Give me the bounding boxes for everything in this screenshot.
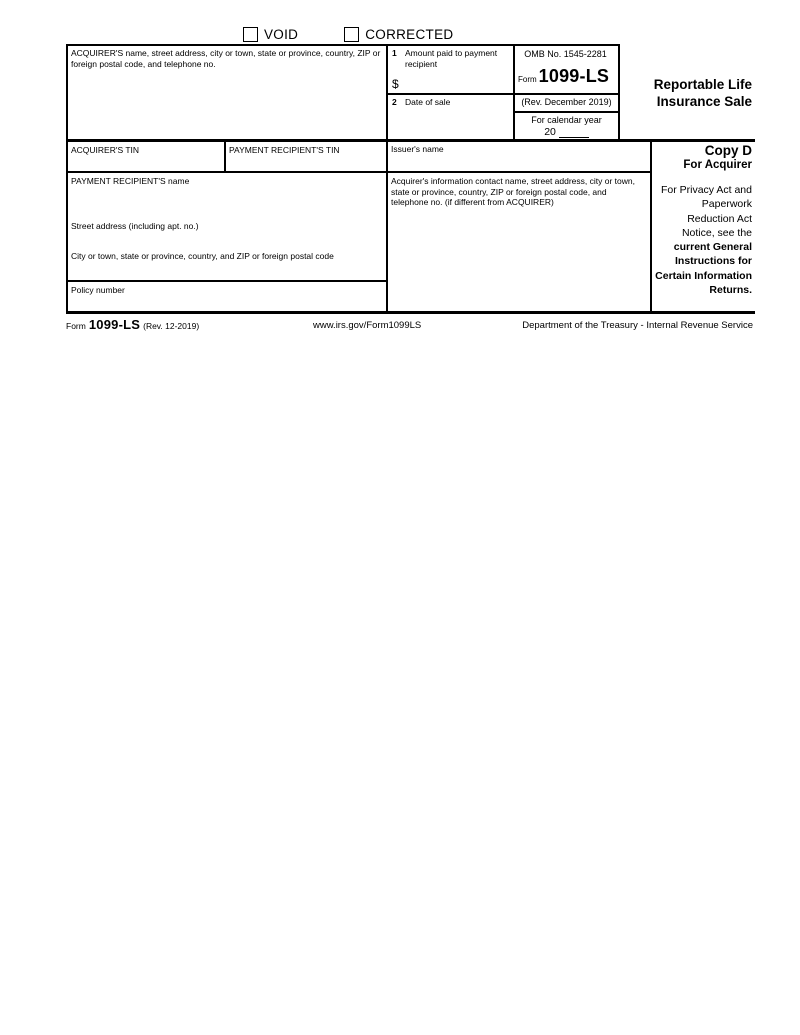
issuer-name-field[interactable]	[389, 155, 648, 170]
border-policy-top	[66, 280, 387, 282]
calendar-year-field[interactable]	[559, 128, 589, 138]
amount-paid-field[interactable]	[402, 74, 510, 91]
acquirer-name-field[interactable]	[68, 70, 384, 137]
footer-form-number: 1099-LS	[88, 317, 141, 332]
payment-recipient-name-field[interactable]	[68, 187, 384, 217]
copy-d-label: Copy D	[704, 143, 752, 158]
policy-number-field[interactable]	[68, 295, 384, 310]
border-box1-box2	[387, 93, 620, 95]
form-number-group	[518, 66, 609, 87]
payment-recipient-tin-label: PAYMENT RECIPIENT'S TIN	[229, 145, 340, 155]
form-number: 1099-LS	[538, 66, 610, 86]
box1-label-group	[392, 48, 512, 69]
form-word: Form	[518, 75, 537, 84]
footer-form-id	[66, 317, 199, 332]
footer-revision: (Rev. 12-2019)	[143, 321, 200, 331]
issuer-name-label: Issuer's name	[391, 144, 444, 154]
acquirer-tin-field[interactable]	[68, 155, 222, 170]
payment-recipient-tin-field[interactable]	[226, 155, 384, 170]
dollar-sign: $	[392, 77, 399, 91]
box2-number: 2	[392, 97, 397, 107]
street-address-field[interactable]	[68, 232, 384, 248]
border-top	[66, 44, 620, 46]
border-mid-column	[386, 44, 388, 314]
policy-number-label: Policy number	[71, 285, 125, 295]
corrected-checkbox[interactable]	[344, 27, 359, 42]
void-checkbox-label: VOID	[264, 27, 299, 42]
for-acquirer-label: For Acquirer	[683, 159, 752, 171]
privacy-notice	[655, 183, 752, 297]
acquirer-contact-label: Acquirer's information contact name, street address, city or town, state or province, country, ZIP or foreign postal code, and telephone no. (if different from ACQUIRER)	[391, 176, 635, 207]
privacy-notice-regular: For Privacy Act and Paperwork Reduction Act Notice, see the	[660, 184, 752, 239]
form-title: Reportable Life Insurance Sale	[653, 77, 752, 109]
date-of-sale-field[interactable]	[390, 110, 512, 137]
city-field[interactable]	[68, 262, 384, 278]
box2-label: Date of sale	[405, 97, 451, 107]
footer-url[interactable]: www.irs.gov/Form1099LS	[313, 320, 422, 331]
corrected-checkbox-label: CORRECTED	[365, 27, 454, 42]
street-address-label: Street address (including apt. no.)	[71, 221, 199, 231]
void-corrected-row	[243, 27, 453, 42]
acquirer-tin-label: ACQUIRER'S TIN	[71, 145, 140, 155]
border-rev-calendar	[513, 111, 620, 113]
border-tin-row-bottom	[66, 171, 652, 173]
acquirer-contact-field[interactable]	[389, 210, 648, 309]
payment-recipient-name-label: PAYMENT RECIPIENT'S name	[71, 176, 190, 186]
border-copyd-left	[650, 141, 652, 313]
box2-label-group	[392, 97, 512, 108]
revision-label: (Rev. December 2019)	[521, 97, 612, 107]
footer-department: Department of the Treasury - Internal Revenue Service	[522, 320, 753, 331]
box1-label: Amount paid to payment recipient	[405, 48, 498, 69]
acquirer-name-label: ACQUIRER'S name, street address, city or town, state or province, country, ZIP or foreign postal code, and telephone no.	[71, 48, 381, 69]
city-label: City or town, state or province, country, and ZIP or foreign postal code	[71, 251, 334, 261]
box1-number: 1	[392, 48, 397, 58]
calendar-year-label: For calendar year	[531, 115, 602, 125]
calendar-year-group	[513, 126, 620, 138]
privacy-notice-bold: current General Instructions for Certain Information Returns.	[655, 241, 752, 297]
void-checkbox[interactable]	[243, 27, 258, 42]
calendar-year-prefix: 20	[544, 126, 556, 138]
footer-form-word: Form	[66, 321, 86, 331]
omb-number: OMB No. 1545-2281	[524, 49, 607, 59]
